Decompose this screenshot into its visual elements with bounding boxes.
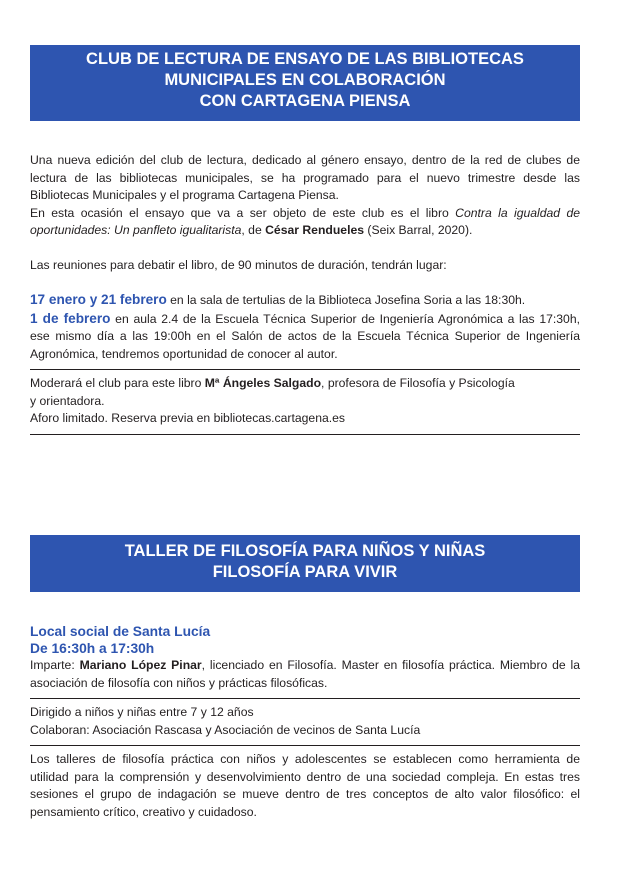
divider <box>30 369 580 370</box>
audience-line: Dirigido a niños y niñas entre 7 y 12 años <box>30 705 254 719</box>
collaborators-line: Colaboran: Asociación Rascasa y Asociación de vecinos de Santa Lucía <box>30 722 421 737</box>
book-publisher-text: (Seix Barral, 2020). <box>364 223 473 237</box>
workshop-time: De 16:30h a 17:30h <box>30 641 155 656</box>
moderator-role-continued: y orientadora. <box>30 393 105 408</box>
banner-title-line: TALLER DE FILOSOFÍA PARA NIÑOS Y NIÑAS <box>124 542 486 560</box>
divider <box>30 434 580 435</box>
book-paragraph <box>30 205 580 240</box>
book-intro-text: En esta ocasión el ensayo que va a ser objeto de este club es el libro <box>30 205 456 220</box>
moderator-role: , profesora de Filosofía y Psicología <box>321 376 515 390</box>
meeting-date-2 <box>30 310 580 364</box>
moderator-line <box>30 375 580 393</box>
moderator-name: Mª Ángeles Salgado <box>204 376 322 390</box>
book-title: Contra la igualdad de oportunidades: Un panfleto igualitarista <box>30 205 580 237</box>
divider <box>30 745 580 746</box>
taller-filosofia-title-banner <box>30 535 580 592</box>
date-1-highlight: 17 enero y 21 febrero <box>30 292 167 307</box>
teacher-name: Mariano López Pinar <box>79 658 202 672</box>
meetings-intro: Las reuniones para debatir el libro, de 90 minutos de duración, tendrán lugar: <box>30 257 447 272</box>
date-2-highlight: 1 de febrero <box>30 310 111 326</box>
book-author: César Rendueles <box>265 223 365 237</box>
club-lectura-body <box>30 152 580 440</box>
teacher-paragraph <box>30 657 580 692</box>
teacher-bio: , licenciado en Filosofía. Master en filosofía práctica. Miembro de la asociación de filosofía con niños y prácticas filosóficas. <box>30 658 581 690</box>
taller-filosofia-body <box>30 623 580 821</box>
book-mid-text: , de <box>241 223 266 237</box>
banner-title-line: CLUB DE LECTURA DE ENSAYO DE LAS BIBLIOTECAS <box>86 50 524 68</box>
workshop-location: Local social de Santa Lucía <box>30 624 211 639</box>
banner-title-line: MUNICIPALES EN COLABORACIÓN <box>164 71 446 89</box>
club-lectura-title-banner <box>30 45 580 121</box>
capacity-notice: Aforo limitado. Reserva previa en bibliotecas.cartagena.es <box>30 411 346 425</box>
intro-paragraph: Una nueva edición del club de lectura, dedicado al género ensayo, dentro de la red de clubes de lectura de las bibliotecas municipales, se ha programado para el nuevo trimestre desde las Bibliotecas Municipales y el programa Cartagena Piensa. <box>30 153 580 202</box>
banner-title-line: CON CARTAGENA PIENSA <box>199 92 411 110</box>
workshop-description: Los talleres de filosofía práctica con niños y adolescentes se establecen como herramienta de utilidad para la comprensión y desenvolvimiento dentro de una sociedad compleja. En estas tres sesiones el grupo de indagación se mueve dentro de tres conceptos de alto valor filosófico: el pensamiento crítico, creativo y cuidadoso. <box>30 752 580 819</box>
date-2-details: en aula 2.4 de la Escuela Técnica Superior de Ingeniería Agronómica a las 17:30h, ese mismo día a las 19:00h en el Salón de actos de la Escuela Técnica Superior de Ingeniería Agronómica, tendremos oportunidad de conocer al autor. <box>30 311 581 361</box>
teacher-label: Imparte: <box>30 658 80 672</box>
date-1-details: en la sala de tertulias de la Biblioteca Josefina Soria a las 18:30h. <box>166 293 526 307</box>
banner-title-line: FILOSOFÍA PARA VIVIR <box>212 563 398 581</box>
meeting-date-1 <box>30 291 580 310</box>
moderator-intro: Moderará el club para este libro <box>30 376 205 390</box>
divider <box>30 698 580 699</box>
